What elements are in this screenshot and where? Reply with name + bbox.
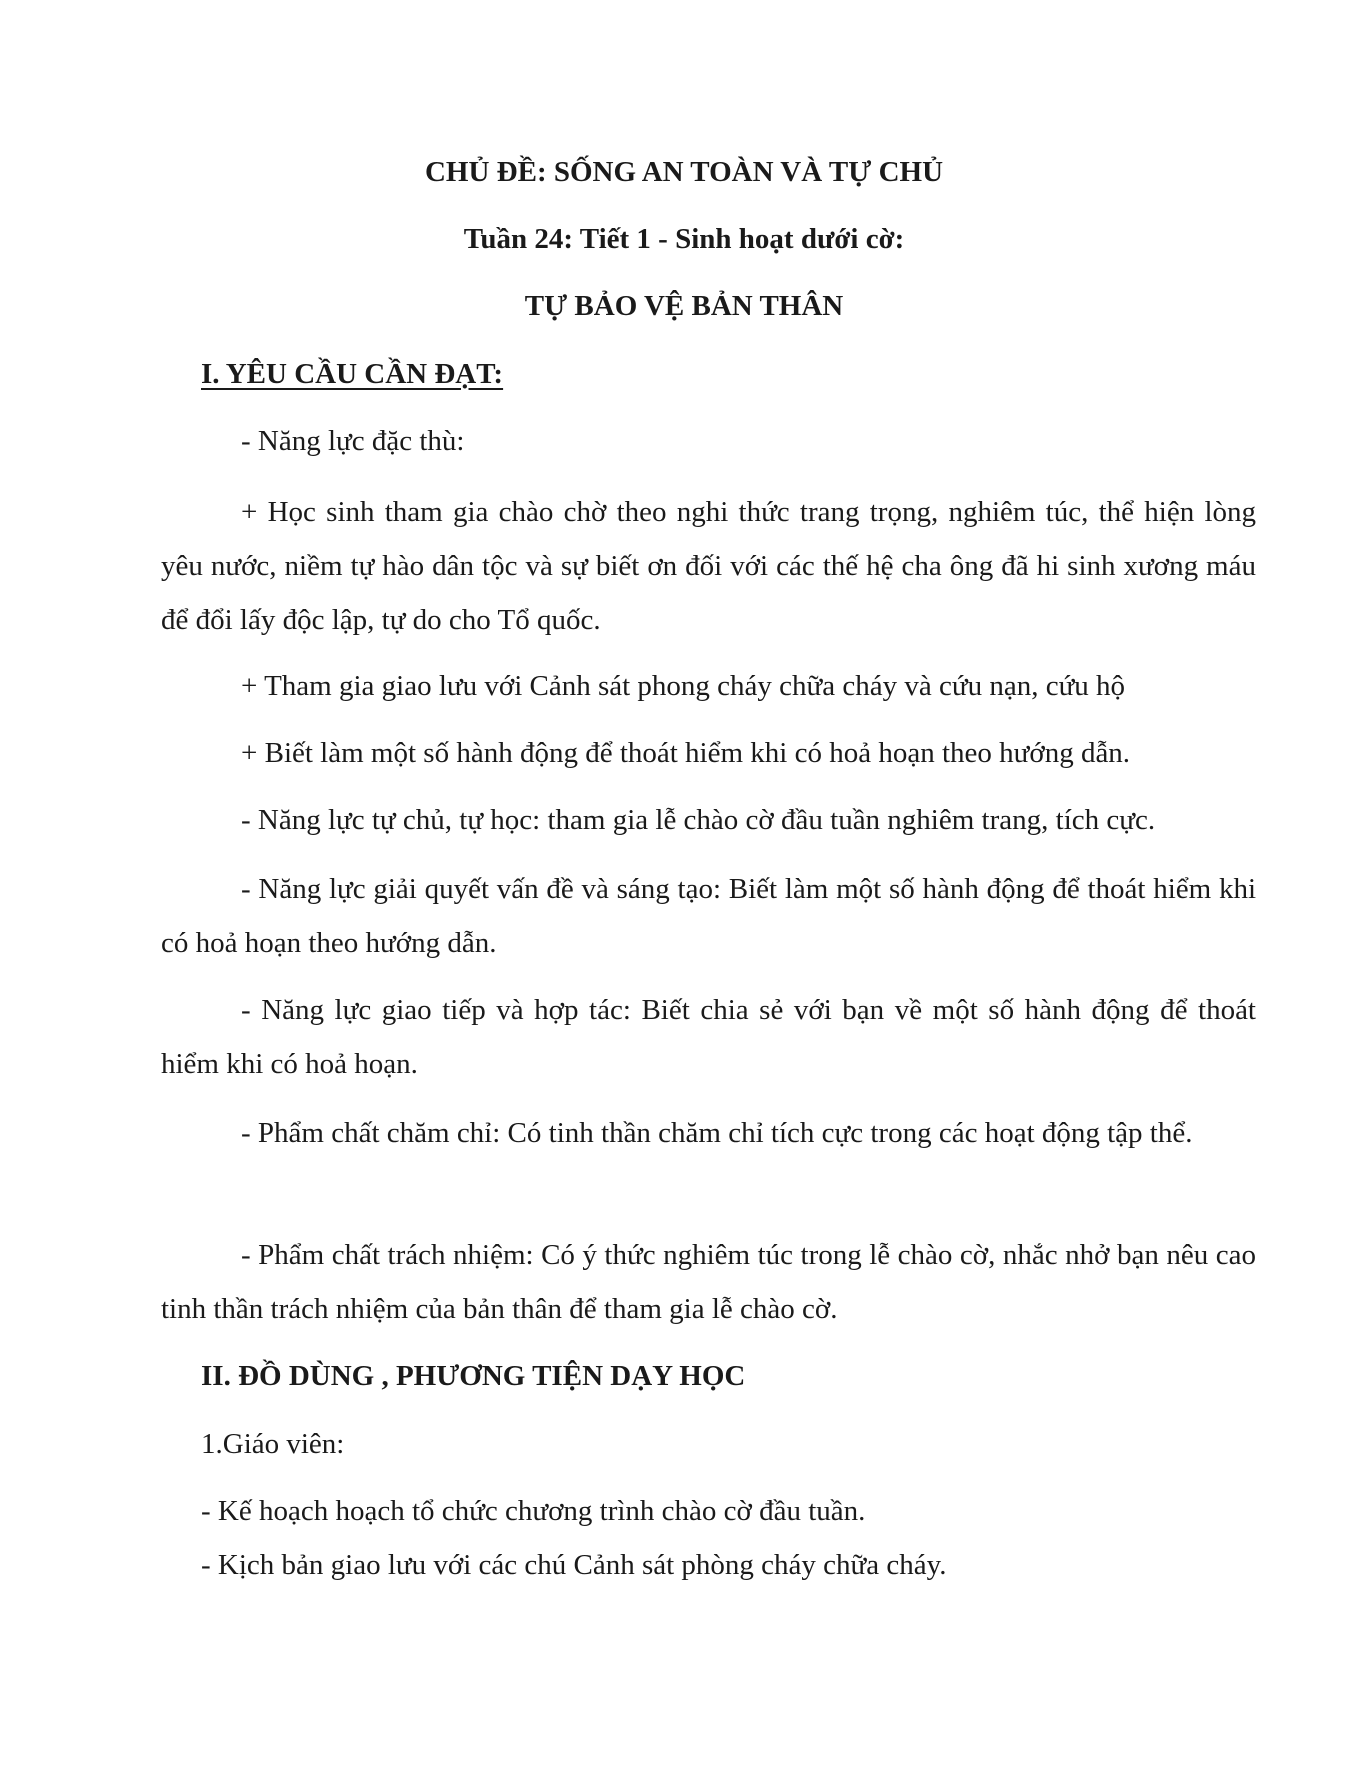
paragraph-self-study: - Năng lực tự chủ, tự học: tham gia lễ chào cờ đầu tuần nghiêm trang, tích cực. (241, 804, 1156, 836)
teacher-item-script: - Kịch bản giao lưu với các chú Cảnh sát phòng cháy chữa cháy. (201, 1549, 947, 1581)
paragraph-communication: - Năng lực giao tiếp và hợp tác: Biết chia sẻ với bạn về một số hành động để thoát hiểm khi có hoả hoạn. (161, 994, 1256, 1080)
section-2-heading: II. ĐỒ DÙNG , PHƯƠNG TIỆN DẠY HỌC (201, 1360, 746, 1392)
paragraph-escape-actions: + Biết làm một số hành động để thoát hiểm khi có hoả hoạn theo hướng dẫn. (241, 737, 1131, 769)
specific-competency-label: - Năng lực đặc thù: (241, 425, 465, 457)
paragraph-diligence: - Phẩm chất chăm chỉ: Có tinh thần chăm chỉ tích cực trong các hoạt động tập thể. (241, 1117, 1193, 1149)
paragraph-flag-ceremony: + Học sinh tham gia chào chờ theo nghi thức trang trọng, nghiêm túc, thể hiện lòng yêu nước, niềm tự hào dân tộc và sự biết ơn đối với các thế hệ cha ông đã hi sinh xương máu để đổi lấy độc lập, tự do cho Tổ quốc. (161, 496, 1256, 636)
paragraph-problem-solving: - Năng lực giải quyết vấn đề và sáng tạo: Biết làm một số hành động để thoát hiểm khi có hoả hoạn theo hướng dẫn. (161, 873, 1256, 959)
lesson-title: TỰ BẢO VỆ BẢN THÂN (524, 290, 844, 322)
paragraph-fire-police: + Tham gia giao lưu với Cảnh sát phong cháy chữa cháy và cứu nạn, cứu hộ (241, 670, 1126, 702)
teacher-item-plan: - Kế hoạch hoạch tổ chức chương trình chào cờ đầu tuần. (201, 1495, 866, 1527)
section-1-heading: I. YÊU CẦU CẦN ĐẠT: (201, 358, 504, 390)
week-title: Tuần 24: Tiết 1 - Sinh hoạt dưới cờ: (463, 223, 905, 255)
teacher-label: 1.Giáo viên: (201, 1428, 345, 1460)
paragraph-responsibility: - Phẩm chất trách nhiệm: Có ý thức nghiêm túc trong lễ chào cờ, nhắc nhở bạn nêu cao tinh thần trách nhiệm của bản thân để tham gia lễ chào cờ. (161, 1239, 1256, 1325)
topic-title: CHỦ ĐỀ: SỐNG AN TOÀN VÀ TỰ CHỦ (424, 156, 944, 188)
